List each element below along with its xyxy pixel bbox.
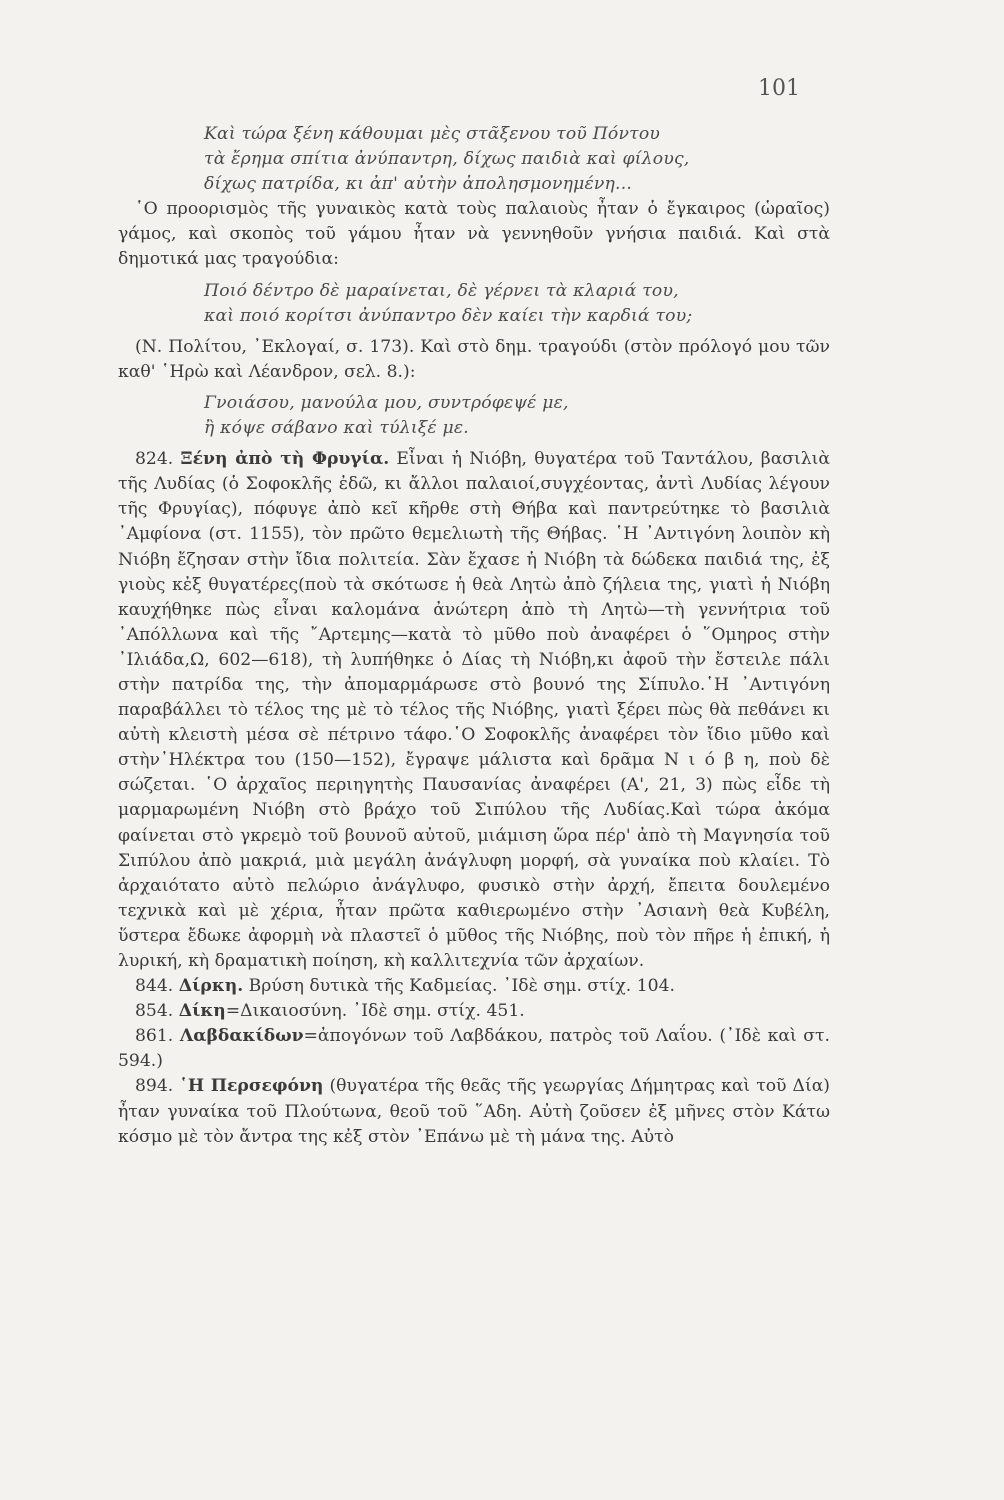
verse-stanza-2 [204,279,830,329]
note-text: =ἀπογόνων τοῦ Λαβδάκου, πατρὸς τοῦ Λαΐου. (᾿Ιδὲ καὶ στ. 594.) [118,1026,830,1072]
note-text: (θυγατέρα τῆς θεᾶς τῆς γεωργίας Δήμητρας καὶ τοῦ Δία) ἦταν γυναίκα τοῦ Πλούτωνα, θεοῦ τοῦ ῞Αδη. Αὐτὴ ζοῦσεν ἐξ μῆνες στὸν Κάτω κόσμο μὲ τὸν ἄντρα της κἐξ στὸν ᾿Επάνω μὲ τὴ μάνα της. Αὐτὸ [118,1076,831,1147]
verse-line: Καὶ τώρα ξένη κάθουμαι μὲς στᾶξενου τοῦ Πόντου [204,124,661,144]
note-824 [118,447,830,974]
note-number: 844. [135,976,174,997]
note-text: Εἶναι ἡ Νιόβη, θυγατέρα τοῦ Ταντάλου, βασιλιὰ τῆς Λυδίας (ὁ Σοφοκλῆς ἐδῶ, κι ἄλλοι παλαιοί,συγχέοντας, ἀντὶ Λυδίας λέγουν τῆς Φρυγίας), πόφυγε ἀπὸ κεῖ κῆρθε στὴ Θήβα καὶ παντρεύτηκε τὸ βασιλιὰ ᾿Αμφίονα (στ. 1155), τὸν πρῶτο θεμελιωτὴ τῆς Θήβας. ῾Η ᾿Αντιγόνη λοιπὸν κὴ Νιόβη ἔζησαν στὴν ἴδια πολιτεία. Σὰν ἔχασε ἡ Νιόβη τὰ δώδεκα παιδιά της, ἐξ γιοὺς κἐξ θυγατέρες(ποὺ τὰ σκότωσε ἡ θεὰ Λητὼ ἀπὸ ζήλεια της, γιατὶ ἡ Νιόβη καυχήθηκε πὼς εἶναι καλομάνα ἀνώτερη ἀπὸ τὴ Λητὼ—τὴ γεννήτρια τοῦ ᾿Απόλλωνα καὶ τῆς ῎Αρτεμης—κατὰ τὸ μῦθο ποὺ ἀναφέρει ὁ ῞Ομηρος στὴν ᾿Ιλιάδα,Ω, 602—618), τὴ λυπήθηκε ὁ Δίας τὴ Νιόβη,κι ἀφοῦ τὴν ἔστειλε πάλι στὴν πατρίδα της, τὴν ἀπομαρμάρωσε στὸ βουνό της Σίπυλο.῾Η ᾿Αντιγόνη παραβάλλει τὸ τέλος της μὲ τὸ τέλος τῆς Νιόβης, γιατὶ ξέρει πὼς θὰ πεθάνει κι αὐτὴ κλειστὴ μέσα σὲ πέτρινο τάφο.῾Ο Σοφοκλῆς ἀναφέρει τὸν ἴδιο μῦθο καὶ στὴν᾿Ηλέκτρα του (150—152), ἔγραψε μάλιστα καὶ δρᾶμα Ν ι ό β η, ποὺ δὲ σώζεται. ῾Ο ἀρχαῖος περιηγητὴς Παυσανίας ἀναφέρει (Α', 21, 3) πὼς εἶδε τὴ μαρμαρωμένη Νιόβη στὸ βράχο τοῦ Σιπύλου τῆς Λυδίας.Καὶ τώρα ἀκόμα φαίνεται στὸ γκρεμὸ τοῦ βουνοῦ αὐτοῦ, μιάμιση ὥρα πέρ' ἀπὸ τὴ Μαγνησία τοῦ Σιπύλου ἀπὸ μακριά, μιὰ μεγάλη ἀνάγλυφη μορφή, σὰ γυναίκα ποὺ κλαίει. Τὸ ἀρχαιότατο αὐτὸ πελώριο ἀνάγλυφο, φυσικὸ στὴν ἀρχή, ἔπειτα δουλεμένο τεχνικὰ καὶ μὲ χέρια, ἦταν πρῶτα καθιερωμένο στὴν ᾿Ασιανὴ θεὰ Κυβέλη, ὕστερα ἔδωκε ἀφορμὴ νὰ πλαστεῖ ὁ μῦθος τῆς Νιόβης, ποὺ τὸν πῆρε ἡ ἐπική, ἡ λυρική, κὴ δραματικὴ ποίηση, κὴ καλλιτεχνία τῶν ἀρχαίων. [118,449,831,971]
page-number: 101 [758,76,800,101]
paragraph-reference: (Ν. Πολίτου, ᾿Εκλογαί, σ. 173). Καὶ στὸ δημ. τραγούδι (στὸν πρόλογό μου τῶν καθ' ῾Ηρὼ καὶ Λέανδρον, σελ. 8.): [118,336,830,382]
verse-line: δίχως πατρίδα, κι ἀπ' αὐτὴν ἀπολησμονημένη... [204,174,633,195]
text-block [118,122,830,1150]
note-term: Δίρκη. [178,976,244,997]
note-term: Λαβδακίδων [179,1026,304,1047]
note-844 [118,974,830,999]
paragraph-marriage: ῾Ο προορισμὸς τῆς γυναικὸς κατὰ τοὺς παλαιοὺς ἦταν ὁ ἔγκαιρος (ὡραῖος) γάμος, καὶ σκοπὸς τοῦ γάμου ἦταν νὰ γεννηθοῦν γνήσια παιδιά. Καὶ στὰ δημοτικά μας τραγούδια: [118,199,830,270]
verse-stanza-3 [204,391,830,441]
note-854 [118,999,830,1024]
note-number: 854. [135,1001,174,1022]
verse-stanza-1 [204,122,830,197]
note-number: 861. [135,1026,174,1047]
note-text: Βρύση δυτικὰ τῆς Καδμείας. ᾿Ιδὲ σημ. στίχ. 104. [248,976,676,997]
note-number: 894. [135,1076,174,1097]
note-861 [118,1024,830,1074]
note-term: ῾Η Περσεφόνη [179,1076,324,1097]
note-term: Ξένη ἀπὸ τὴ Φρυγία. [180,449,390,470]
note-894 [118,1074,830,1149]
verse-line: Ποιό δέντρο δὲ μαραίνεται, δὲ γέρνει τὰ κλαριά του, [204,280,679,301]
verse-line: καὶ ποιό κορίτσι ἀνύπαντρο δὲν καίει τὴν καρδιά του; [204,305,693,326]
note-term: Δίκη [178,1001,226,1022]
verse-line: τὰ ἔρημα σπίτια ἀνύπαντρη, δίχως παιδιὰ καὶ φίλους, [204,149,690,170]
verse-line: ἢ κόψε σάβανο καὶ τύλιξέ με. [204,418,469,439]
note-number: 824. [135,449,174,470]
verse-line: Γνοιάσου, μανούλα μου, συντρόφεψέ με, [204,392,569,413]
note-text: =Δικαιοσύνη. ᾿Ιδὲ σημ. στίχ. 451. [225,1001,525,1022]
